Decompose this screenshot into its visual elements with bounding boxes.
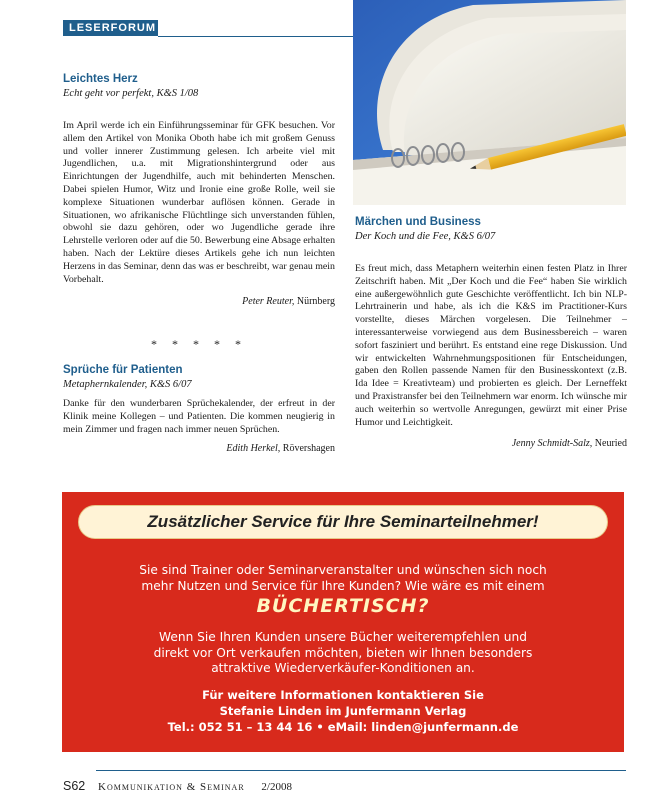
page-number: S62 <box>63 779 86 793</box>
service-advertisement <box>62 492 624 752</box>
ad-intro-line: Sie sind Trainer oder Seminarveranstalter und wünschen sich noch <box>139 563 547 577</box>
page-footer <box>63 779 292 793</box>
ad-body-line: attraktive Wiederverkäufer-Konditionen an. <box>211 661 475 675</box>
article-signature <box>63 443 335 454</box>
ad-intro <box>82 563 604 594</box>
issue-number: 2/2008 <box>261 781 292 793</box>
footer-rule <box>96 770 626 771</box>
ad-banner: Zusätzlicher Service für Ihre Seminarteilnehmer! <box>78 505 608 539</box>
article-title: Märchen und Business <box>355 216 481 228</box>
header-rule <box>158 36 353 37</box>
separator-stars: * * * * * <box>151 337 247 351</box>
ad-body-line: direkt vor Ort verkaufen möchten, bieten wir Ihnen besonders <box>153 645 533 660</box>
ad-contact-line: Für weitere Informationen kontaktieren Sie <box>202 688 484 702</box>
article-signature <box>63 296 335 307</box>
article-body: Es freut mich, dass Metaphern weiterhin einen festen Platz in Ihrer Zeitschrift haben. Mit „Der Koch und die Fee“ haben Sie wirklich eine außergewöhnlich gute Geschichte veröffentlicht. Ich bin NLP-Lehrtrainerin und habe, als ich die K&S im Practitioner-Kurs vorstellte, dieses Märchen vorgelesen. Die Teilnehmer – interessanterweise vorwiegend aus dem Businessbereich – waren sofort fasziniert und berührt. Es entstand eine rege Diskussion. Und wir entwickelten Wahrnehmungspositionen für Entscheidungen, gaben den Rollen passende Namen für den Businesskontext (z.B. Ida Idee = Kreativteam) und probierten es gleich. Der Lerneffekt und Praxistransfer bei den Teilnehmern war enorm. Ich wünsche mir auch weiterhin so wertvolle Anregungen, gewürzt mit einer Prise Humor und Leichtigkeit. <box>355 263 627 428</box>
article-subtitle: Metaphernkalender, K&S 6/07 <box>63 379 192 390</box>
article-maerchen-business <box>355 216 627 449</box>
ad-contact-line: Stefanie Linden im Junfermann Verlag <box>219 704 467 718</box>
ad-contact-line: Tel.: 052 51 – 13 44 16 • eMail: linden@junfermann.de <box>167 720 519 734</box>
ad-body <box>82 630 604 677</box>
author-place: Nürnberg <box>296 296 335 308</box>
ad-body-line: Wenn Sie Ihren Kunden unsere Bücher weiterempfehlen und <box>159 630 527 644</box>
notebook-pencil-photo <box>353 0 626 205</box>
article-body: Im April werde ich ein Einführungsseminar für GFK besuchen. Vor allem den Artikel von Monika Oboth habe ich mit großem Genuss und voller innerer Zustimmung gelesen. Ich arbeite viel mit Jugendlichen, u.a. mit Migrationshintergrund oder aus Einrichtungen der Jugendhilfe, auch mit behinderten Menschen. Dabei spielen Humor, Witz und Ironie eine große Rolle, weil sie komplexe Situationen wunderbar auflösen können. Gerade in Situationen, wo afrikanische Flüchtlinge sich unverstanden fühlen, obwohl sie dazu gehören, oder wo Jugendliche gerade ihre Lehrstelle verloren oder auf die 50. Bewerbung eine Absage erhalten haben. Nach der Lektüre dieses Artikels gehe ich nun leichten Herzens in das Seminar, denn das was er beschreibt, war genau mein Vorbehalt. <box>63 120 336 285</box>
author-name: Edith Herkel, <box>226 443 281 455</box>
ad-contact <box>82 687 604 735</box>
author-place: Rövershagen <box>282 443 335 455</box>
article-subtitle: Der Koch und die Fee, K&S 6/07 <box>355 231 496 242</box>
article-signature <box>355 438 627 449</box>
article-title: Leichtes Herz <box>63 73 138 85</box>
ad-intro-line: mehr Nutzen und Service für Ihre Kunden? Wie wäre es mit einem <box>141 578 545 593</box>
author-name: Jenny Schmidt-Salz, <box>511 438 593 450</box>
article-body: Danke für den wunderbaren Sprüchekalender, der erfreut in der Klinik meine Kollegen – und Patienten. Die kommen neugierig in mein Zimmer und fragen nach immer neuen Sprüchen. <box>63 398 335 435</box>
article-leichtes-herz <box>63 73 335 307</box>
section-tag: LESERFORUM <box>63 20 158 36</box>
author-name: Peter Reuter, <box>242 296 295 308</box>
author-place: Neuried <box>594 438 627 450</box>
article-subtitle: Echt geht vor perfekt, K&S 1/08 <box>63 88 199 99</box>
article-sprueche <box>63 364 335 454</box>
magazine-name: Kommunikation & Seminar <box>98 781 245 793</box>
article-title: Sprüche für Patienten <box>63 364 183 376</box>
ad-headline: BÜCHERTISCH? <box>256 595 430 617</box>
